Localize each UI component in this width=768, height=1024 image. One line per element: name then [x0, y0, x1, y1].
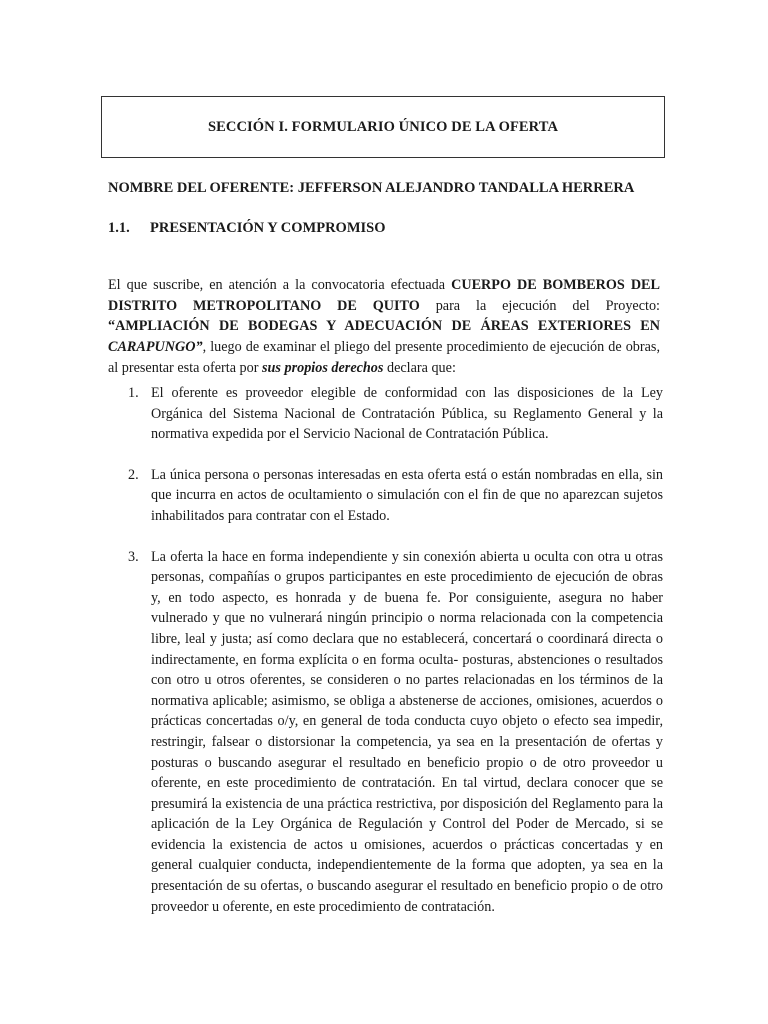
subsection-number: 1.1. — [108, 220, 130, 236]
subsection-heading — [108, 220, 386, 237]
list-item-text: La única persona o personas interesadas en esta oferta está o están nombradas en ella, sin que incurra en actos de ocultamiento o simulación con el fin de que no aparezcan sujetos inhabilitados para contratar con el Estado. — [151, 466, 663, 524]
contracting-entity: CUERPO DE BOMBEROS DEL DISTRITO METROPOLITANO DE QUITO — [108, 277, 660, 314]
intro-text-4: declara que: — [383, 359, 456, 376]
intro-text-2: para la ejecución del Proyecto: — [419, 297, 660, 314]
section-title: SECCIÓN I. FORMULARIO ÚNICO DE LA OFERTA — [207, 118, 559, 135]
list-item-number: 2. — [128, 466, 139, 483]
own-rights-phrase: sus propios derechos — [262, 359, 384, 376]
list-item-number: 3. — [128, 548, 139, 565]
project-name-end: CARAPUNGO” — [108, 338, 203, 355]
list-item — [108, 547, 663, 918]
intro-text-3: , luego de examinar el pliego del presente procedimiento de ejecución de obras, al presentar esta oferta por — [108, 338, 660, 376]
declaration-list — [108, 383, 663, 937]
subsection-title: PRESENTACIÓN Y COMPROMISO — [150, 220, 386, 236]
list-item — [108, 465, 663, 527]
list-item-text: El oferente es proveedor elegible de conformidad con las disposiciones de la Ley Orgánica del Sistema Nacional de Contratación Pública, su Reglamento General y la normativa expedida por el Servicio Nacional de Contratación Pública. — [151, 385, 663, 443]
project-name: “AMPLIACIÓN DE BODEGAS Y ADECUACIÓN DE ÁREAS EXTERIORES EN — [108, 318, 660, 335]
list-item — [108, 383, 663, 445]
list-item-text: La oferta la hace en forma independiente y sin conexión abierta u oculta con otra u otras personas, compañías o grupos participantes en este procedimiento de ejecución de obras y, en todo aspecto, es honrada y de buena fe. Por consiguiente, asegura no haber vulnerado y que no vulnerará ningún principio o norma relacionada con la competencia libre, leal y justa; así como declara que no establecerá, concertará o coordinará directa o indirectamente, en forma explícita o en forma oculta- posturas, abstenciones o resultados con otro u otros oferentes, se consideren o no partes relacionadas en los términos de la normativa aplicable; asimismo, se obliga a abstenerse de acciones, omisiones, acuerdos o prácticas concertadas o/y, en general de toda conducta cuyo objeto o efecto sea impedir, restringir, falsear o distorsionar la competencia, ya sea en la presentación de ofertas y posturas o buscando asegurar el resultado en beneficio propio o de otro proveedor u oferente, en este procedimiento de contratación. En tal virtud, declara conocer que se presumirá la existencia de una práctica restrictiva, por disposición del Reglamento para la aplicación de la Ley Orgánica de Regulación y Control del Poder de Mercado, si se evidencia la existencia de actos u omisiones, acuerdos o prácticas concertadas y en general cualquier conducta, independientemente de la forma que adopten, ya sea en la presentación de su ofertas, o buscando asegurar el resultado en beneficio propio o de otro proveedor u oferente, en este procedimiento de contratación. — [151, 548, 663, 915]
bidder-name-line: NOMBRE DEL OFERENTE: JEFFERSON ALEJANDRO TANDALLA HERRERA — [108, 180, 635, 196]
intro-paragraph — [108, 275, 660, 378]
section-title-box — [101, 96, 665, 158]
intro-text-1: El que suscribe, en atención a la convocatoria efectuada — [108, 277, 452, 294]
list-item-number: 1. — [128, 385, 139, 401]
